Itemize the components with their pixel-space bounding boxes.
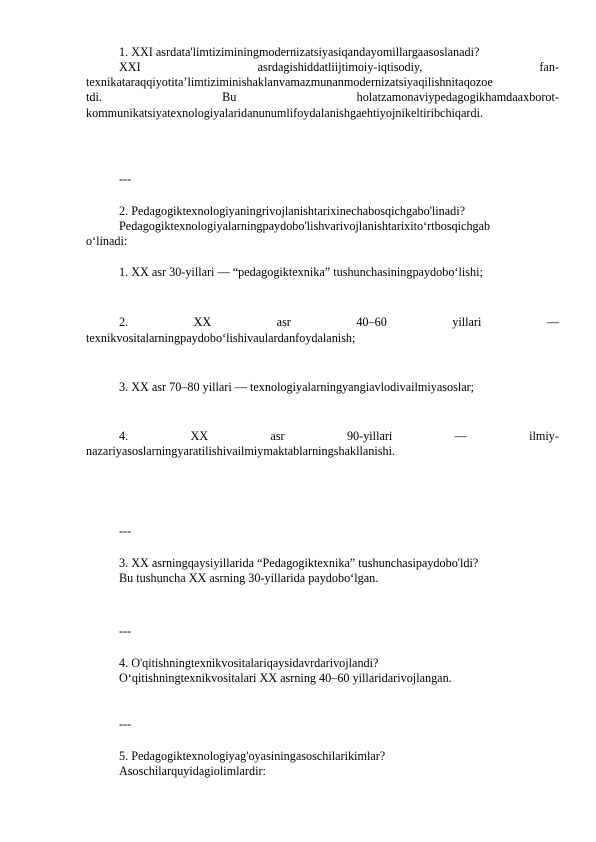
separator: --- — [119, 524, 132, 538]
q3-title: 3. XX asrningqaysiyillarida “Pedagogiktexnika” tushunchasipaydobo'ldi? — [119, 556, 479, 570]
q3-answer: Bu tushuncha XX asrning 30-yillarida paydobo‘lgan. — [119, 571, 379, 585]
q2-title: 2. Pedagogiktexnologiyaningrivojlanishtarixinechabosqichgabo'linadi? — [119, 204, 466, 218]
q2-item-3: 3. XX asr 70–80 yillari — texnologiyalarningyangiavlodivailmiyasoslar; — [119, 380, 475, 394]
word: asr — [276, 315, 291, 329]
word: fan- — [539, 60, 559, 74]
word: 40–60 — [356, 315, 387, 329]
word: 2. — [119, 315, 129, 329]
word: yillari — [452, 315, 482, 329]
q2-item-4-line-1 — [119, 429, 559, 444]
q5-answer: Asoschilarquyidagiolimlardir: — [119, 764, 266, 778]
word: XX — [190, 429, 209, 443]
separator: --- — [119, 172, 132, 186]
q2-answer-line-2: o‘linadi: — [86, 234, 128, 248]
q2-item-2-line-2: texnikvositalarningpaydobo‘lishivaulardanfoydalanish; — [86, 331, 356, 345]
q2-item-4-line-2: nazariyasoslarningyaratilishivailmiymaktablarningshakllanishi. — [86, 444, 396, 458]
q1-answer-line-4: kommunikatsiyatexnologiyalaridanunumlifoydalanishgaehtiyojnikeltiribchiqardi. — [86, 106, 484, 120]
word: 90-yillari — [346, 429, 393, 443]
word: asr — [270, 429, 285, 443]
word: 4. — [119, 429, 129, 443]
word: tdi. — [86, 90, 102, 104]
word: XXI — [119, 60, 141, 74]
q1-answer-line-1 — [119, 60, 559, 75]
separator: --- — [119, 717, 132, 731]
q2-item-1: 1. XX asr 30-yillari — “pedagogiktexnika” tushunchasiningpaydobo‘lishi; — [119, 265, 483, 279]
q1-answer-line-3 — [86, 90, 559, 105]
word: — — [546, 315, 559, 329]
separator: --- — [119, 624, 132, 638]
word: — — [454, 429, 467, 443]
q2-item-2-line-1 — [119, 315, 559, 330]
word: ilmiy- — [529, 429, 559, 443]
q1-title: 1. XXI asrdata'limtiziminingmodernizatsiyasiqandayomillargaasoslanadi? — [119, 45, 480, 59]
q5-title: 5. Pedagogiktexnologiyag'oyasiningasoschilarikimlar? — [119, 749, 386, 763]
word: asrdagishiddatliijtimoiy-iqtisodiy, — [257, 60, 423, 74]
word: Bu — [222, 90, 237, 104]
q2-answer-line-1: Pedagogiktexnologiyalarningpaydobo'lishvarivojlanishtarixito‘rtbosqichgab — [119, 219, 491, 233]
word: holatzamonaviypedagogikhamdaaxborot- — [356, 90, 559, 104]
q4-title: 4. O'qitishningtexnikvositalariqaysidavrdarivojlandi? — [119, 656, 379, 670]
q4-answer: O‘qitishningtexnikvositalari XX asrning 40–60 yillaridarivojlangan. — [119, 671, 452, 685]
q1-answer-line-2: texnikataraqqiyotita’limtiziminishaklanvamazmunanmodernizatsiyaqilishnitaqozoe — [86, 75, 493, 89]
word: XX — [193, 315, 212, 329]
